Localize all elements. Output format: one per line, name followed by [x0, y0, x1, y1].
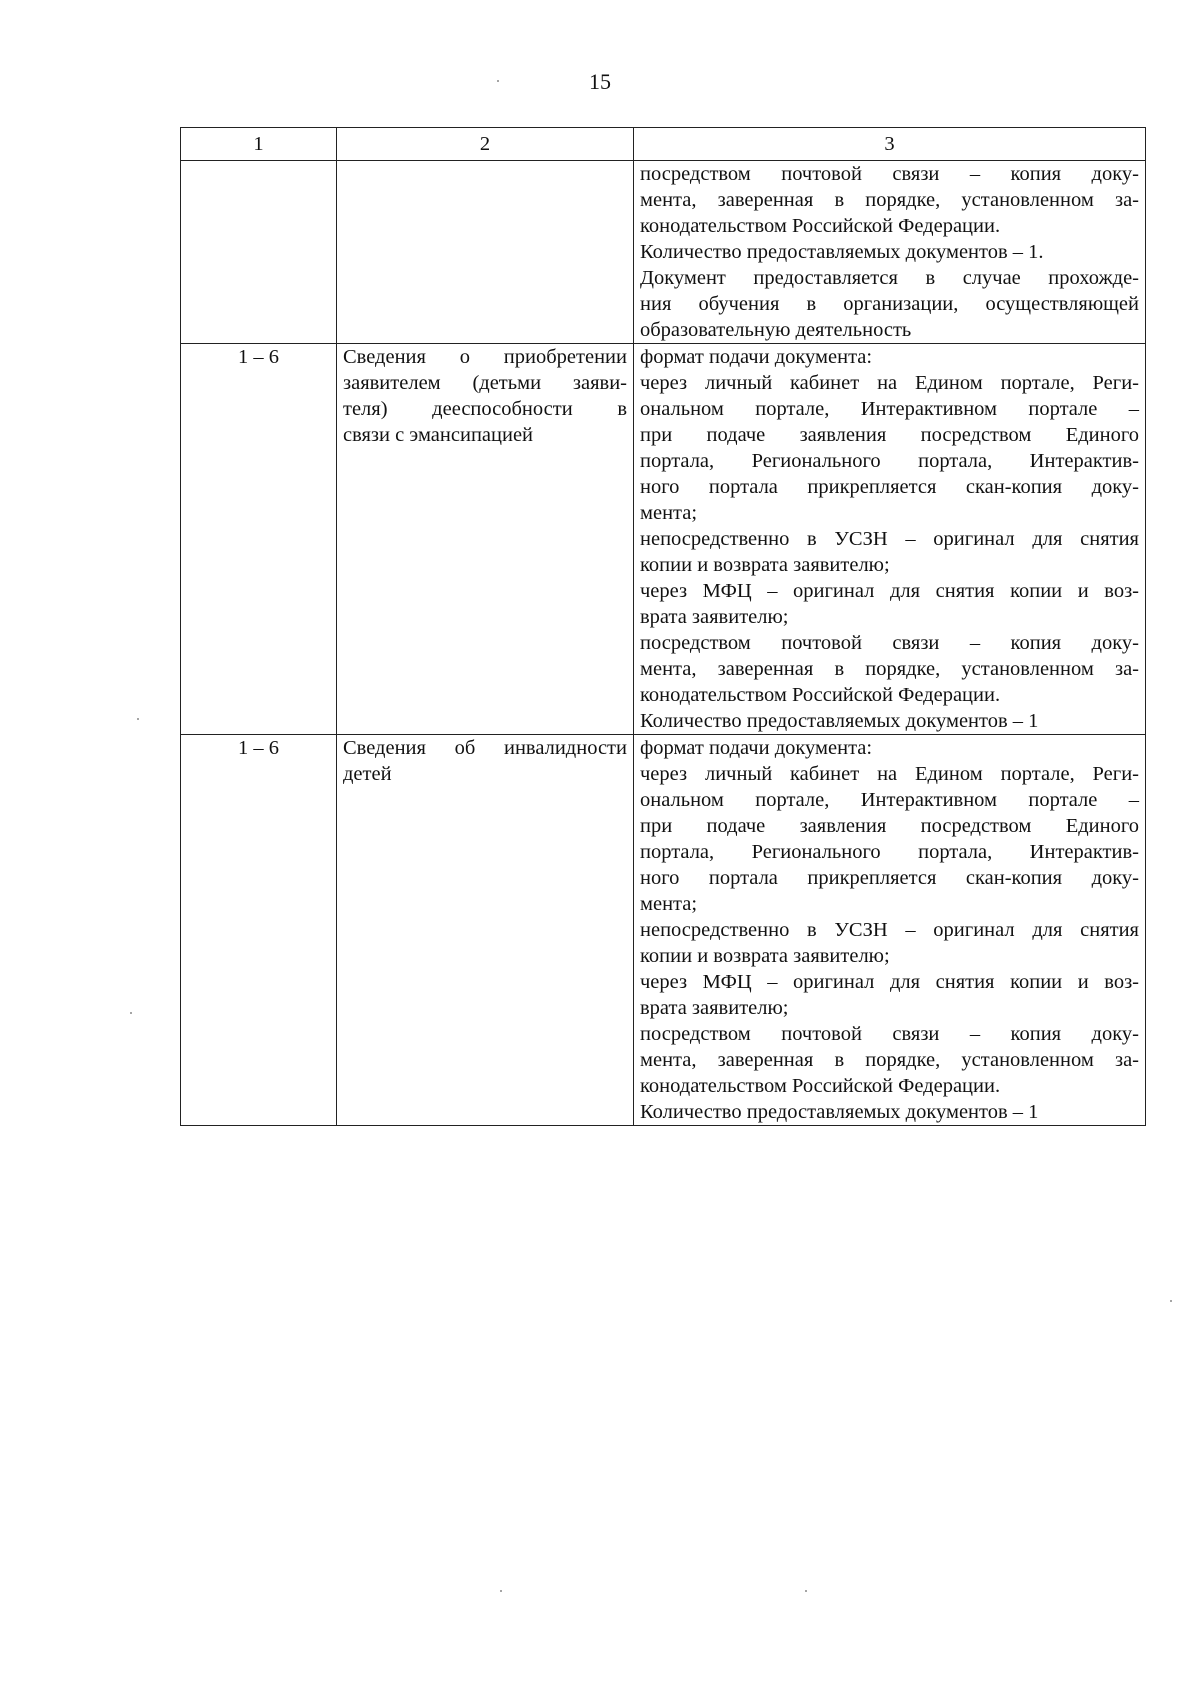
cell-text-line: мента, заверенная в порядке, установленном за- [640, 658, 1139, 680]
cell-text-line: ного портала прикрепляется скан-копия доку- [640, 867, 1139, 889]
table-body [181, 161, 1146, 1126]
cell-text-line: посредством почтовой связи – копия доку- [640, 163, 1139, 185]
cell-text-line: связи с эмансипацией [343, 424, 534, 446]
cell-text-line: мента; [640, 502, 698, 524]
cell-text-line: непосредственно в УСЗН – оригинал для снятия [640, 919, 1139, 941]
table-row [181, 161, 1146, 344]
header-col-3: 3 [634, 128, 1146, 161]
submission-format-cell [634, 344, 1146, 735]
cell-text-line: детей [343, 763, 392, 785]
cell-text-line: мента, заверенная в порядке, установленном за- [640, 189, 1139, 211]
cell-text-line: Сведения об инвалидности [343, 737, 627, 759]
cell-text-line: ональном портале, Интерактивном портале – [640, 789, 1139, 811]
cell-text-line: теля) дееспособности в [343, 398, 627, 420]
cell-text-line: мента; [640, 893, 698, 915]
cell-text-line: заявителем (детьми заяви- [343, 372, 627, 394]
cell-text-line: портала, Регионального портала, Интерактив- [640, 450, 1139, 472]
cell-text-line: Сведения о приобретении [343, 346, 627, 368]
scan-speck [137, 718, 139, 720]
cell-text-line: при подаче заявления посредством Единого [640, 424, 1139, 446]
cell-text-line: Количество предоставляемых документов – 1. [640, 241, 1044, 263]
cell-text-line: Количество предоставляемых документов – 1 [640, 710, 1039, 732]
document-name-cell [337, 735, 634, 1126]
cell-text-line: непосредственно в УСЗН – оригинал для снятия [640, 528, 1139, 550]
row-number-cell: 1 – 6 [181, 344, 337, 735]
cell-text-line: формат подачи документа: [640, 346, 873, 368]
cell-text-line: посредством почтовой связи – копия доку- [640, 1023, 1139, 1045]
cell-text-line: посредством почтовой связи – копия доку- [640, 632, 1139, 654]
scan-speck [805, 1590, 807, 1592]
cell-text-line: врата заявителю; [640, 606, 789, 628]
cell-text-line: копии и возврата заявителю; [640, 554, 890, 576]
table-row [181, 344, 1146, 735]
cell-text-line: копии и возврата заявителю; [640, 945, 890, 967]
scan-speck [500, 1590, 502, 1592]
cell-text-line: через личный кабинет на Едином портале, Реги- [640, 763, 1139, 785]
scan-speck [1170, 1300, 1172, 1302]
cell-text-line: ональном портале, Интерактивном портале – [640, 398, 1139, 420]
cell-text-line: мента, заверенная в порядке, установленном за- [640, 1049, 1139, 1071]
cell-text-line: при подаче заявления посредством Единого [640, 815, 1139, 837]
row-number-cell: 1 – 6 [181, 735, 337, 1126]
cell-text-line: Документ предоставляется в случае прохожде- [640, 267, 1139, 289]
document-name-cell [337, 161, 634, 344]
cell-text-line: через МФЦ – оригинал для снятия копии и воз- [640, 971, 1139, 993]
table-row [181, 735, 1146, 1126]
cell-text-line: формат подачи документа: [640, 737, 873, 759]
header-col-2: 2 [337, 128, 634, 161]
cell-text-line: образовательную деятельность [640, 319, 912, 341]
cell-text-line: врата заявителю; [640, 997, 789, 1019]
document-name-cell [337, 344, 634, 735]
scan-speck [130, 1012, 132, 1014]
cell-text-line: Количество предоставляемых документов – 1 [640, 1101, 1039, 1123]
submission-format-cell [634, 735, 1146, 1126]
table-header-row [181, 128, 1146, 161]
submission-format-cell [634, 161, 1146, 344]
cell-text-line: конодательством Российской Федерации. [640, 215, 1001, 237]
cell-text-line: через личный кабинет на Едином портале, Реги- [640, 372, 1139, 394]
row-number-cell [181, 161, 337, 344]
cell-text-line: через МФЦ – оригинал для снятия копии и воз- [640, 580, 1139, 602]
header-col-1: 1 [181, 128, 337, 161]
page-number: 15 [589, 69, 611, 94]
scan-speck [497, 80, 499, 82]
document-table [180, 127, 1146, 1126]
cell-text-line: ного портала прикрепляется скан-копия доку- [640, 476, 1139, 498]
cell-text-line: конодательством Российской Федерации. [640, 1075, 1001, 1097]
cell-text-line: ния обучения в организации, осуществляющей [640, 293, 1139, 315]
cell-text-line: конодательством Российской Федерации. [640, 684, 1001, 706]
cell-text-line: портала, Регионального портала, Интерактив- [640, 841, 1139, 863]
